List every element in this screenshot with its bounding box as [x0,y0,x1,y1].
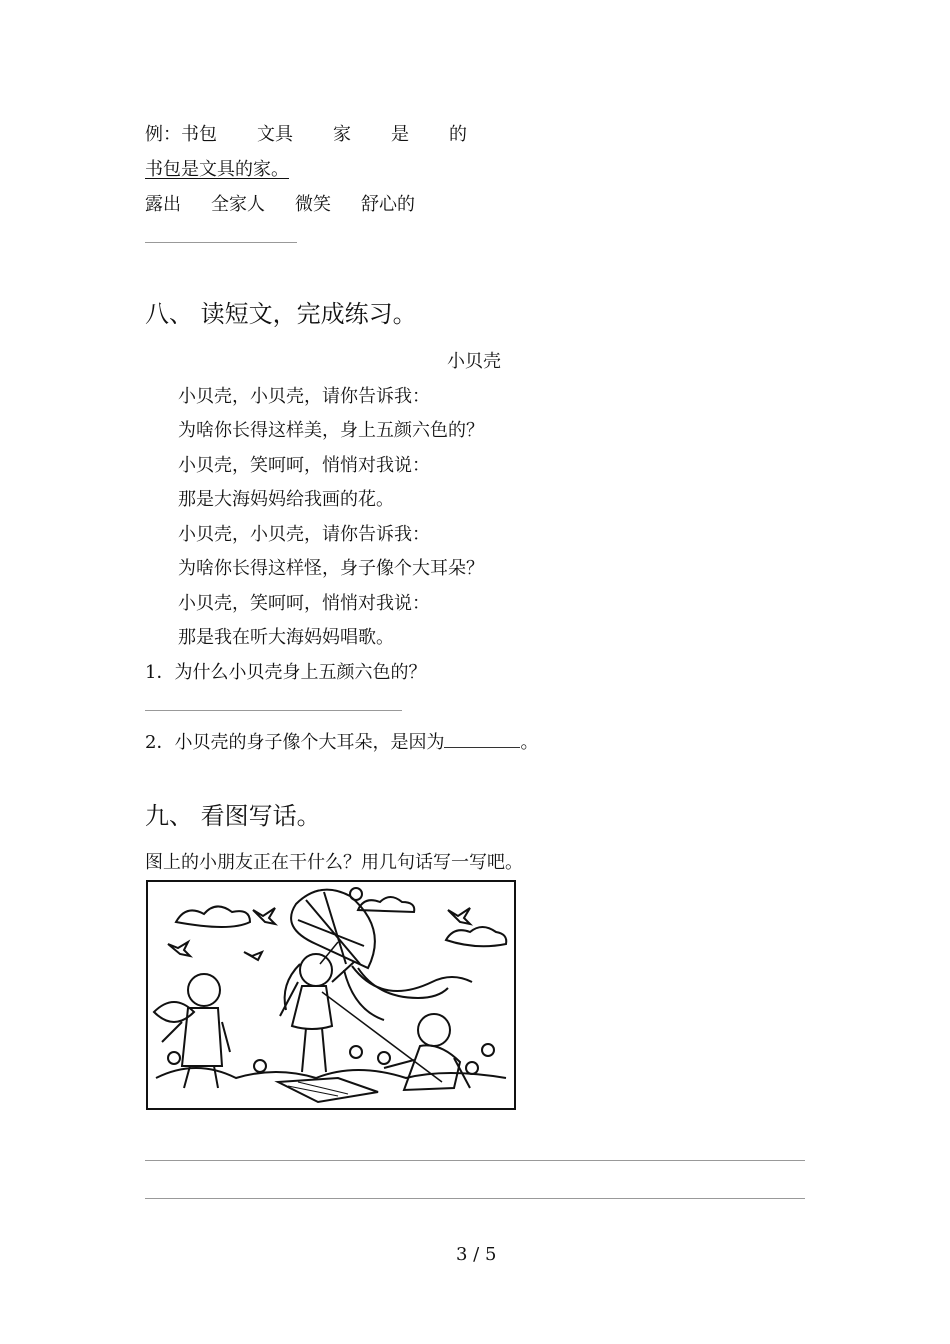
task-word: 全家人 [211,194,265,215]
example-word: 的 [449,124,467,145]
answer-line[interactable] [145,242,297,243]
answer-blank[interactable] [444,747,520,748]
bird [253,908,275,924]
section-heading: 八、 读短文，完成练习。 [145,300,417,328]
question-2-end: 。 [520,732,539,753]
writing-line[interactable] [145,1198,805,1199]
girl-figure [300,954,332,986]
example-word: 是 [391,124,409,145]
question-2-text: 2．小贝壳的身子像个大耳朵，是因为 [145,732,445,753]
poem-line: 小贝壳，笑呵呵，悄悄对我说： [178,455,430,476]
poem-line: 小贝壳，小贝壳，请你告诉我： [178,386,430,407]
bird [244,952,262,960]
task-word: 舒心的 [361,194,415,215]
example-label: 例： [145,124,181,145]
poem-line: 小贝壳，笑呵呵，悄悄对我说： [178,593,430,614]
bird [448,908,470,924]
bird [168,942,190,956]
poem-title: 小贝壳 [447,351,501,372]
poem-line: 小贝壳，小贝壳，请你告诉我： [178,524,430,545]
question-2 [145,728,538,754]
example-word: 家 [333,124,351,145]
example-line [145,120,467,146]
cloud [176,906,250,927]
poem-line: 为啥你长得这样美，身上五颜六色的？ [178,420,484,441]
question-1: 1．为什么小贝壳身上五颜六色的？ [145,662,427,683]
kite [291,890,375,968]
page-number: 3 / 5 [456,1244,497,1265]
cloud [446,927,506,946]
task-words-line [145,190,415,216]
example-word: 文具 [257,124,293,145]
writing-prompt: 图上的小朋友正在干什么？用几句话写一写吧。 [145,852,523,873]
boy-figure [418,1014,450,1046]
task-word: 露出 [145,194,181,215]
task-word: 微笑 [295,194,331,215]
poem-line: 那是我在听大海妈妈唱歌。 [178,627,394,648]
boy-figure [188,974,220,1006]
poem-line: 为啥你长得这样怪，身子像个大耳朵？ [178,558,484,579]
example-answer: 书包是文具的家。 [145,159,289,180]
kite-flying-illustration [146,880,516,1110]
answer-line[interactable] [145,710,402,711]
section-heading: 九、 看图写话。 [145,802,321,830]
poem-line: 那是大海妈妈给我画的花。 [178,489,394,510]
writing-line[interactable] [145,1160,805,1161]
example-word: 书包 [181,124,217,145]
cloud [358,897,414,912]
